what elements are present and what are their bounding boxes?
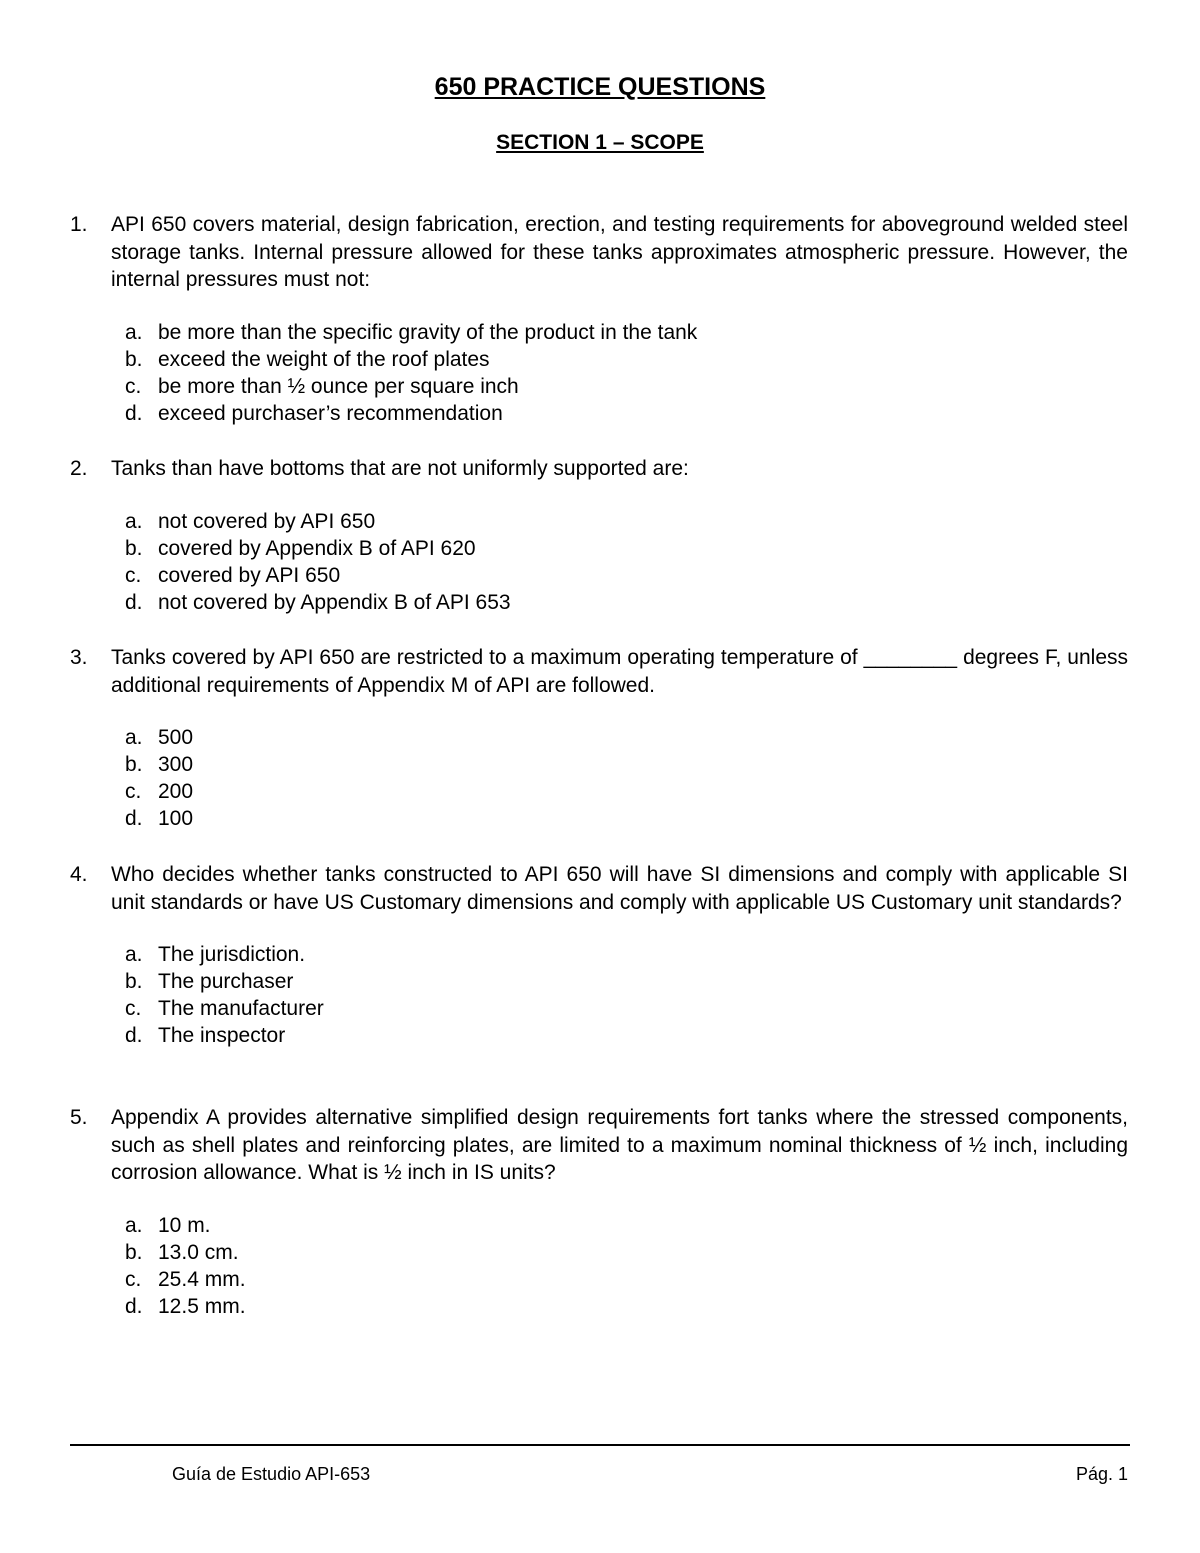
option-text: be more than ½ ounce per square inch <box>158 374 519 398</box>
option-a <box>70 941 1128 968</box>
option-b <box>70 346 1128 373</box>
option-letter: c. <box>125 563 142 587</box>
option-d <box>70 400 1128 427</box>
option-c <box>70 995 1128 1022</box>
option-letter: d. <box>125 1024 143 1047</box>
options-list <box>70 1212 1128 1320</box>
option-letter: d. <box>125 401 143 425</box>
option-a <box>70 724 1128 751</box>
question-2 <box>70 455 1128 616</box>
option-c <box>70 1266 1128 1293</box>
question-text: API 650 covers material, design fabrication, erection, and testing requirements for aboveground welded steel storage tanks. Internal pressure allowed for these tanks approximates atmospheric pressure. However, the internal pressures must not: <box>111 213 1128 291</box>
option-letter: b. <box>125 1240 143 1264</box>
option-letter: b. <box>125 347 143 371</box>
option-letter: a. <box>125 1213 143 1237</box>
options-list <box>70 941 1128 1049</box>
option-letter: a. <box>125 320 143 344</box>
option-text: exceed the weight of the roof plates <box>158 347 490 371</box>
option-letter: c. <box>125 780 142 803</box>
option-c <box>70 373 1128 400</box>
footer-page-number: Pág. 1 <box>1075 1464 1128 1484</box>
question-stem <box>70 861 1128 916</box>
question-text: Who decides whether tanks constructed to API 650 will have SI dimensions and comply with applicable SI unit standards or have US Customary dimensions and comply with applicable US Customary unit standards? <box>111 863 1128 914</box>
option-letter: a. <box>125 726 143 749</box>
option-b <box>70 535 1128 562</box>
option-letter: d. <box>125 1294 143 1318</box>
option-letter: c. <box>125 1267 142 1291</box>
options-list <box>70 508 1128 616</box>
option-text: 100 <box>158 807 194 830</box>
option-b <box>70 968 1128 995</box>
option-letter: c. <box>125 997 142 1020</box>
question-stem <box>70 644 1128 699</box>
option-letter: d. <box>125 807 143 830</box>
option-text: The manufacturer <box>158 997 324 1020</box>
option-b <box>70 1239 1128 1266</box>
option-text: The purchaser <box>158 970 294 993</box>
option-text: 500 <box>158 726 194 749</box>
option-letter: d. <box>125 590 143 614</box>
option-letter: b. <box>125 753 143 776</box>
question-stem <box>70 455 1128 483</box>
option-text: 10 m. <box>158 1213 211 1237</box>
option-text: 300 <box>158 753 194 776</box>
option-text: 13.0 cm. <box>158 1240 239 1264</box>
option-a <box>70 508 1128 535</box>
options-list <box>70 319 1128 427</box>
section-heading: SECTION 1 – SCOPE <box>496 131 704 154</box>
options-list <box>70 724 1128 832</box>
question-4 <box>70 861 1128 1049</box>
option-text: The jurisdiction. <box>158 943 306 966</box>
option-a <box>70 1212 1128 1239</box>
option-text: 25.4 mm. <box>158 1267 246 1291</box>
option-text: exceed purchaser’s recommendation <box>158 401 503 425</box>
option-letter: b. <box>125 536 143 560</box>
option-text: 12.5 mm. <box>158 1294 246 1318</box>
question-1 <box>70 211 1128 427</box>
question-number: 3. <box>70 646 88 669</box>
option-text: covered by API 650 <box>158 563 341 587</box>
option-c <box>70 562 1128 589</box>
option-d <box>70 805 1128 832</box>
option-text: The inspector <box>158 1024 286 1047</box>
option-text: 200 <box>158 780 194 803</box>
question-number: 5. <box>70 1106 88 1129</box>
question-number: 2. <box>70 457 88 480</box>
option-letter: a. <box>125 509 143 533</box>
page-title: 650 PRACTICE QUESTIONS <box>434 73 766 101</box>
footer-divider <box>70 1444 1130 1446</box>
option-a <box>70 319 1128 346</box>
option-text: covered by Appendix B of API 620 <box>158 536 476 560</box>
option-text: not covered by Appendix B of API 653 <box>158 590 511 614</box>
question-number: 1. <box>70 213 88 236</box>
option-text: be more than the specific gravity of the product in the tank <box>158 320 698 344</box>
question-stem <box>70 211 1128 294</box>
option-text: not covered by API 650 <box>158 509 376 533</box>
footer-document-name: Guía de Estudio API-653 <box>172 1464 371 1484</box>
option-d <box>70 589 1128 616</box>
question-5 <box>70 1104 1128 1320</box>
option-letter: a. <box>125 943 143 966</box>
question-stem <box>70 1104 1128 1187</box>
question-text: Tanks than have bottoms that are not uniformly supported are: <box>111 457 689 480</box>
question-3 <box>70 644 1128 832</box>
option-b <box>70 751 1128 778</box>
question-text: Tanks covered by API 650 are restricted to a maximum operating temperature of ________ degrees F, unless additional requirements of Appendix M of API are followed. <box>111 646 1128 697</box>
question-text: Appendix A provides alternative simplified design requirements fort tanks where the stressed components, such as shell plates and reinforcing plates, are limited to a maximum nominal thickness of ½ inch, including corrosion allowance. What is ½ inch in IS units? <box>111 1106 1128 1184</box>
question-number: 4. <box>70 863 88 886</box>
option-c <box>70 778 1128 805</box>
option-letter: b. <box>125 970 143 993</box>
option-letter: c. <box>125 374 142 398</box>
option-d <box>70 1022 1128 1049</box>
option-d <box>70 1293 1128 1320</box>
